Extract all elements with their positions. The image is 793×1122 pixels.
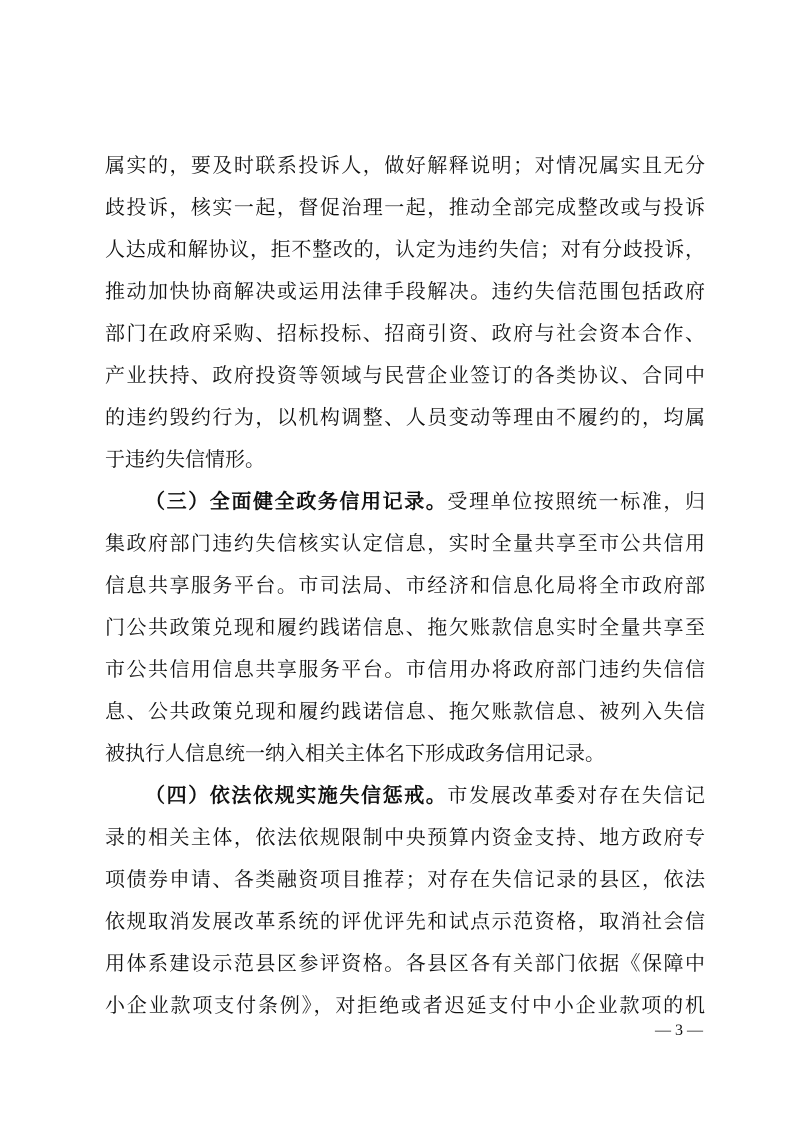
text-line: 歧投诉，核实一起，督促治理一起，推动全部完成整改或与投诉 — [105, 195, 705, 219]
text-line: 信息共享服务平台。市司法局、市经济和信息化局将全市政府部 — [105, 573, 705, 597]
text-line: 用体系建设示范县区参评资格。各县区各有关部门依据《保障中 — [105, 951, 705, 975]
section-heading: （四）依法依规实施失信惩戒。 — [145, 783, 448, 807]
text-line: 产业扶持、政府投资等领域与民营企业签订的各类协议、合同中 — [105, 363, 705, 387]
text-line: 部门在政府采购、招标投标、招商引资、政府与社会资本合作、 — [105, 321, 705, 345]
section-heading: （三）全面健全政务信用记录。 — [145, 489, 448, 513]
text-line: 属实的，要及时联系投诉人，做好解释说明；对情况属实且无分 — [105, 153, 705, 177]
section-heading-line — [145, 481, 705, 521]
text-line: 息、公共政策兑现和履约践诺信息、拖欠账款信息、被列入失信 — [105, 699, 705, 723]
text-line: 推动加快协商解决或运用法律手段解决。违约失信范围包括政府 — [105, 279, 705, 303]
page-number: — 3 — — [655, 1022, 703, 1039]
text-line: 于违约失信情形。 — [105, 447, 265, 471]
text-line: 市公共信用信息共享服务平台。市信用办将政府部门违约失信信 — [105, 657, 705, 681]
text-line: 集政府部门违约失信核实认定信息，实时全量共享至市公共信用 — [105, 531, 705, 555]
text-line: 人达成和解协议，拒不整改的，认定为违约失信；对有分歧投诉， — [105, 237, 705, 261]
section-heading-line — [145, 775, 705, 815]
text-line: 的违约毁约行为，以机构调整、人员变动等理由不履约的，均属 — [105, 405, 705, 429]
text-line: 被执行人信息统一纳入相关主体名下形成政务信用记录。 — [105, 741, 605, 765]
text-line: 项债券申请、各类融资项目推荐；对存在失信记录的县区，依法 — [105, 867, 705, 891]
text-span: 市发展改革委对存在失信记 — [447, 783, 706, 807]
text-line: 门公共政策兑现和履约践诺信息、拖欠账款信息实时全量共享至 — [105, 615, 705, 639]
text-line: 录的相关主体，依法依规限制中央预算内资金支持、地方政府专 — [105, 825, 705, 849]
text-span: 受理单位按照统一标准，归 — [447, 489, 706, 513]
text-line: 小企业款项支付条例》，对拒绝或者迟延支付中小企业款项的机 — [105, 993, 705, 1017]
text-line: 依规取消发展改革系统的评优评先和试点示范资格，取消社会信 — [105, 909, 705, 933]
